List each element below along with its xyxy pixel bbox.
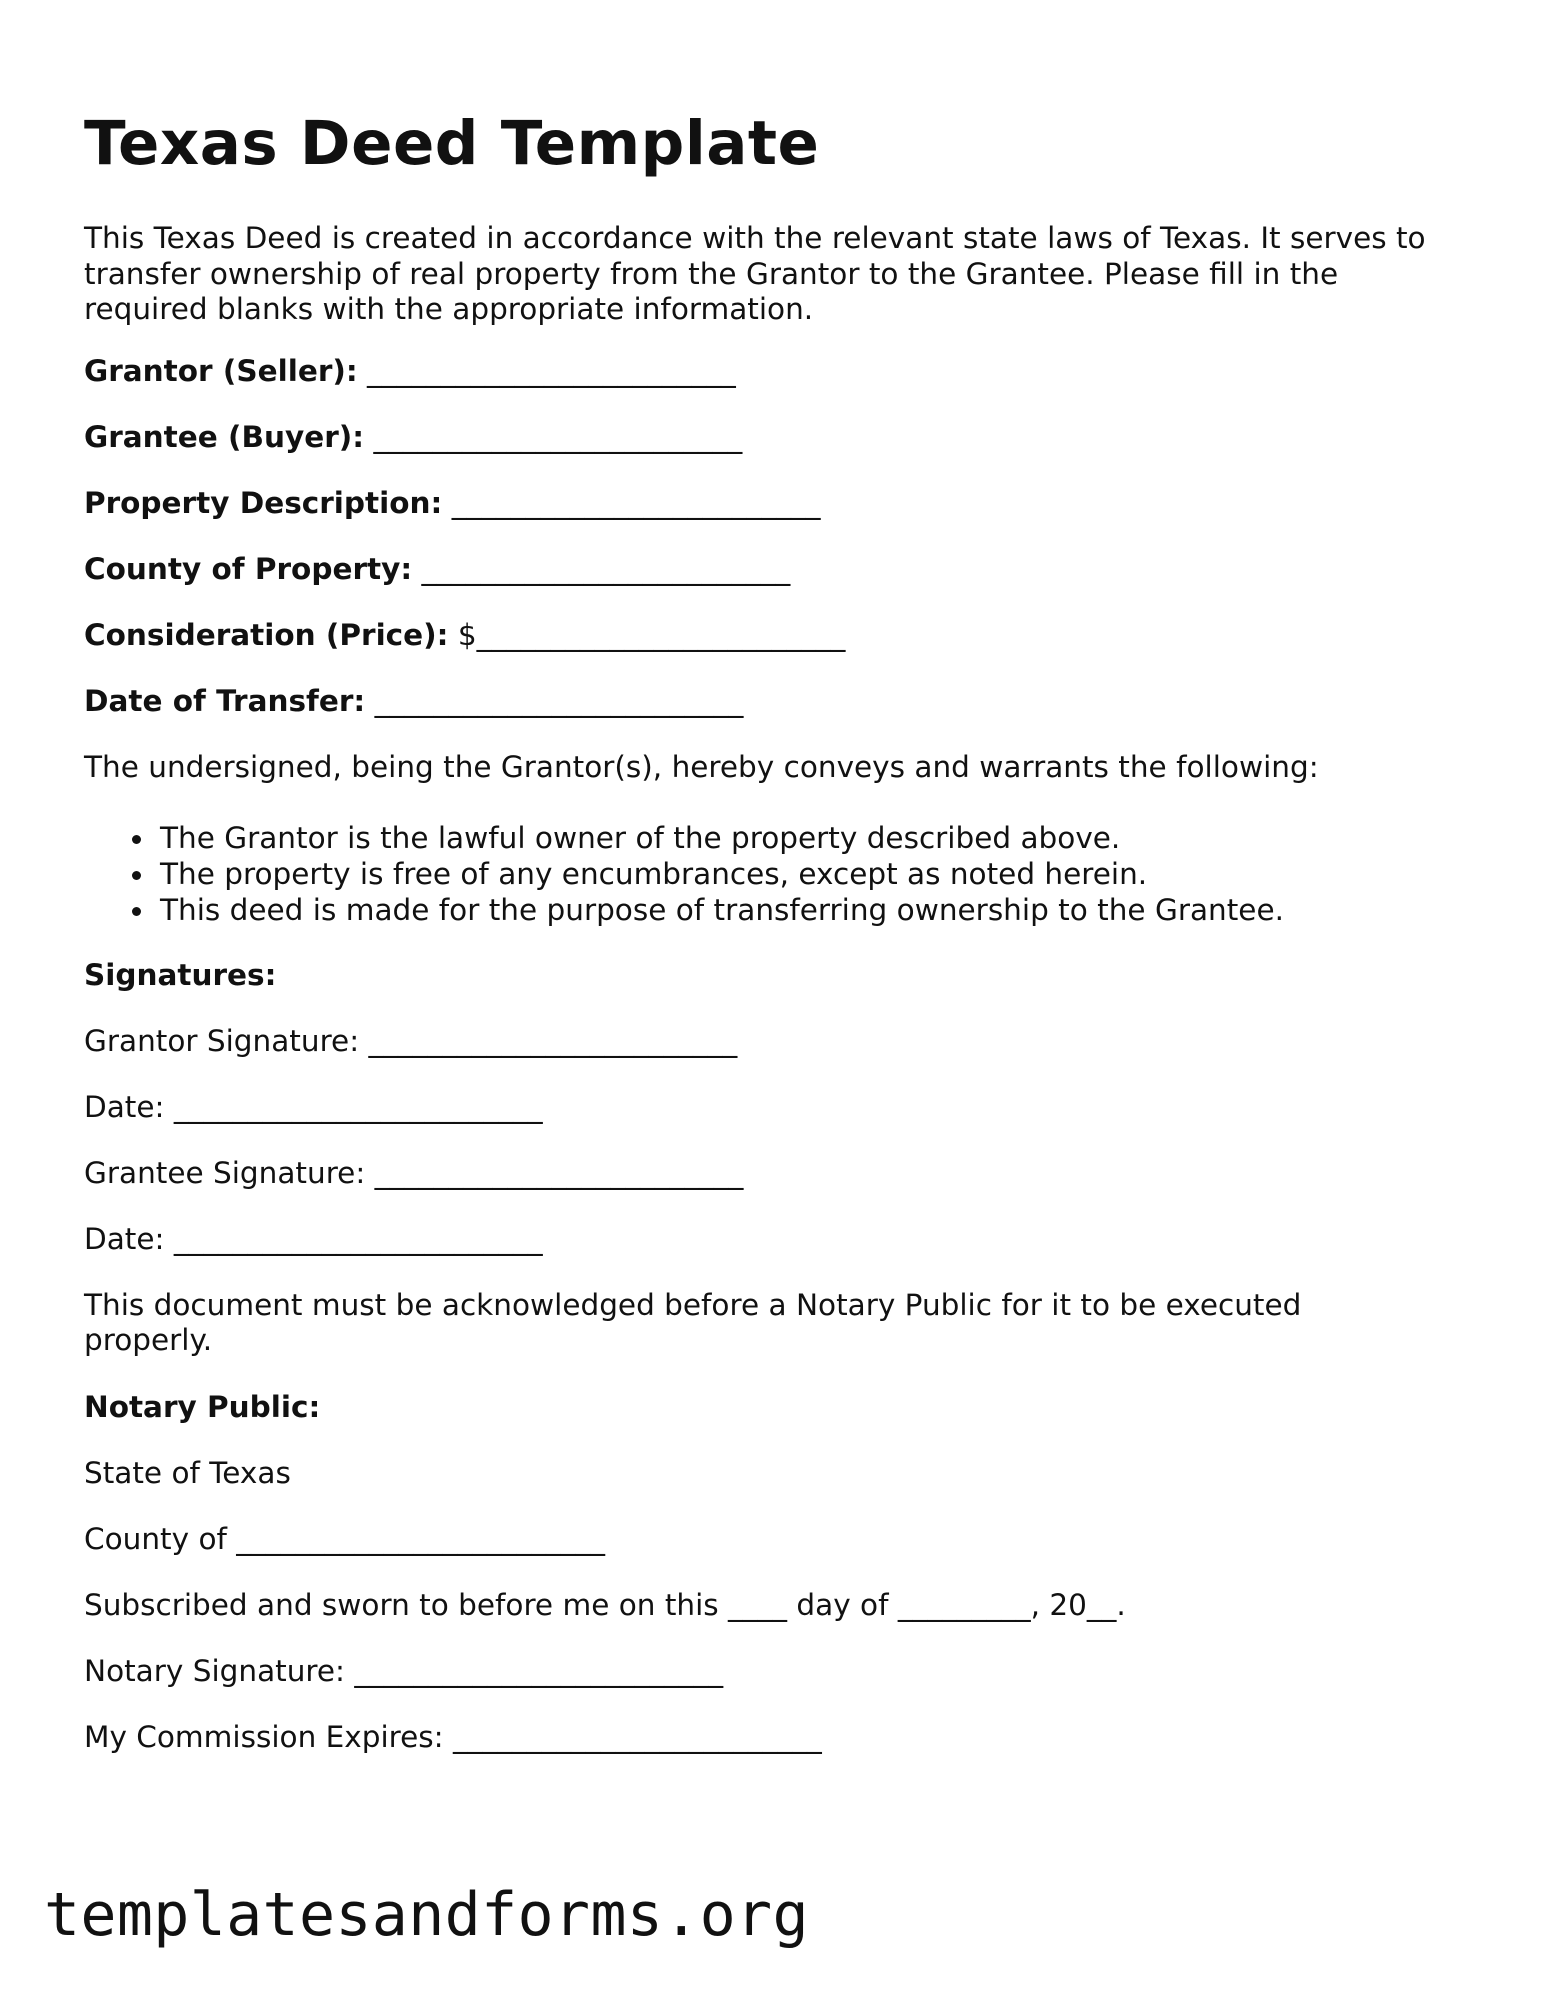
warranty-list: [84, 820, 1284, 928]
grantor-blank[interactable]: _________________________: [367, 354, 736, 388]
date-of-transfer-field: [84, 684, 743, 719]
list-item: The property is free of any encumbrances, except as noted herein.: [84, 856, 1284, 892]
notary-county-line[interactable]: County of _________________________: [84, 1522, 606, 1556]
grantee-label: Grantee (Buyer):: [84, 420, 365, 454]
date-of-transfer-label: Date of Transfer:: [84, 684, 366, 718]
property-description-field: [84, 486, 820, 521]
commission-expires-line[interactable]: My Commission Expires: _________________________: [84, 1720, 822, 1754]
conveyance-statement: The undersigned, being the Grantor(s), hereby conveys and warrants the following:: [84, 750, 1319, 784]
grantee-field: [84, 420, 742, 455]
intro-line: This Texas Deed is created in accordance with the relevant state laws of Texas. It serves to: [84, 221, 1426, 255]
county-of-property-field: [84, 552, 790, 587]
grantee-blank[interactable]: _________________________: [373, 420, 743, 454]
site-watermark: templatesandforms.org: [44, 1880, 809, 1950]
property-description-blank[interactable]: _________________________: [451, 486, 821, 520]
list-item: The Grantor is the lawful owner of the property described above.: [84, 820, 1284, 856]
notary-note-line: This document must be acknowledged before a Notary Public for it to be executed: [84, 1288, 1302, 1322]
page-title: Texas Deed Template: [84, 108, 820, 179]
consideration-blank[interactable]: $_________________________: [457, 618, 846, 652]
date-of-transfer-blank[interactable]: _________________________: [374, 684, 744, 718]
notary-signature-line[interactable]: Notary Signature: _________________________: [84, 1654, 724, 1688]
grantee-signature-line[interactable]: Grantee Signature: _________________________: [84, 1156, 744, 1190]
signatures-heading: Signatures:: [84, 958, 277, 992]
consideration-label: Consideration (Price):: [84, 618, 449, 652]
grantor-field: [84, 354, 736, 389]
notary-heading: Notary Public:: [84, 1390, 321, 1424]
list-item: This deed is made for the purpose of transferring ownership to the Grantee.: [84, 892, 1284, 928]
grantor-label: Grantor (Seller):: [84, 354, 358, 388]
notary-sworn-line[interactable]: Subscribed and sworn to before me on this ____ day of _________, 20__.: [84, 1588, 1126, 1622]
notary-note: [84, 1288, 1301, 1358]
property-description-label: Property Description:: [84, 486, 443, 520]
notary-note-line: properly.: [84, 1323, 213, 1357]
consideration-field: [84, 618, 845, 653]
county-of-property-blank[interactable]: _________________________: [421, 552, 791, 586]
intro-line: transfer ownership of real property from the Grantor to the Grantee. Please fill in the: [84, 256, 1339, 291]
intro-paragraph: [84, 221, 1464, 328]
intro-line: required blanks with the appropriate information.: [84, 292, 814, 326]
grantor-date-line[interactable]: Date: _________________________: [84, 1090, 543, 1124]
grantor-signature-line[interactable]: Grantor Signature: _________________________: [84, 1024, 738, 1058]
notary-state: State of Texas: [84, 1456, 291, 1490]
grantee-date-line[interactable]: Date: _________________________: [84, 1222, 543, 1256]
county-of-property-label: County of Property:: [84, 552, 413, 586]
